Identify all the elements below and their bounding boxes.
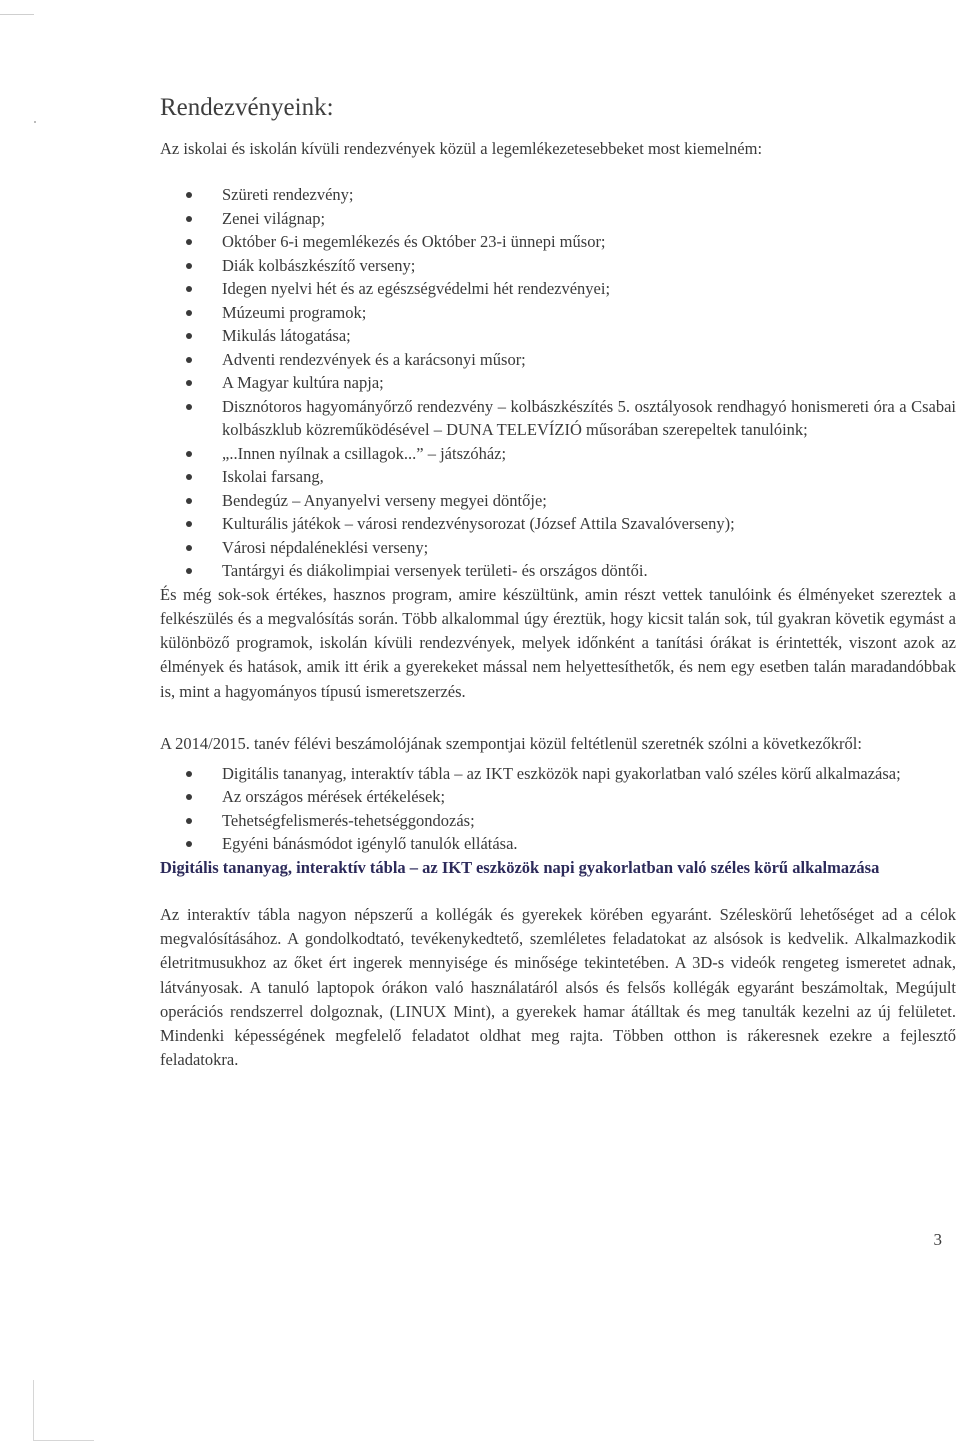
body-paragraph: Az interaktív tábla nagyon népszerű a kollégák és gyerekek körében egyaránt. Széleskörű lehetőséget ad a célok megvalósításához. A gondolkodtató, tevékenykedtető, szemléletes feladatokat az alsósok is kedvelik. Alkalmazkodik életritmusukhoz az őket ért ingerek mennyisége és minősége tekintetében. A 3D-s videók rengeteg ismeretet adnak, látványosak. A tanuló laptopok órákon való használatáról alsós és felsős kollégák egyaránt beszámoltak, Megújult operációs rendszerrel dolgoznak, (LINUX Mint), a gyerekek hamar átálltak és meg tanulták kezelni az új felületet. Mindenki képességének megfelelő feladatot oldhat meg rajta. Többen otthon is rákeresnek ezekre a fejlesztő feladatokra. — [160, 904, 956, 1070]
bullet-icon — [186, 263, 192, 269]
bullet-icon — [186, 498, 192, 504]
bullet-icon — [186, 545, 192, 551]
list-item: Az országos mérések értékelések; — [160, 785, 956, 809]
list-item: Diák kolbászkészítő verseny; — [160, 254, 956, 278]
list-item: Digitális tananyag, interaktív tábla – az IKT eszközök napi gyakorlatban való széles körű alkalmazása; — [160, 762, 956, 786]
list-item: Idegen nyelvi hét és az egészségvédelmi hét rendezvényei; — [160, 277, 956, 301]
list-item: Tantárgyi és diákolimpiai versenyek területi- és országos döntői. — [160, 559, 956, 583]
bullet-icon — [186, 568, 192, 574]
bullet-icon — [186, 474, 192, 480]
list-item: Szüreti rendezvény; — [160, 183, 956, 207]
list-item: Tehetségfelismerés-tehetséggondozás; — [160, 809, 956, 833]
bullet-icon — [186, 794, 192, 800]
scan-artifact-corner — [33, 1380, 94, 1441]
bullet-icon — [186, 286, 192, 292]
bullet-icon — [186, 216, 192, 222]
bullet-icon — [186, 239, 192, 245]
scan-artifact-top — [0, 0, 34, 15]
body-paragraph: A 2014/2015. tanév félévi beszámolójának szempontjai közül feltétlenül szeretnék szólni a következőkről: — [160, 733, 862, 753]
bullet-icon — [186, 357, 192, 363]
list-item: Zenei világnap; — [160, 207, 956, 231]
events-list — [160, 183, 956, 583]
scan-artifact-dot — [34, 121, 36, 123]
bullet-icon — [186, 451, 192, 457]
list-item: A Magyar kultúra napja; — [160, 371, 956, 395]
bullet-icon — [186, 818, 192, 824]
bullet-icon — [186, 771, 192, 777]
bullet-icon — [186, 192, 192, 198]
list-item: Egyéni bánásmódot igénylő tanulók ellátása. — [160, 832, 956, 856]
bullet-icon — [186, 380, 192, 386]
bullet-icon — [186, 333, 192, 339]
list-item: Bendegúz – Anyanyelvi verseny megyei döntője; — [160, 489, 956, 513]
list-item: Október 6-i megemlékezés és Október 23-i ünnepi műsor; — [160, 230, 956, 254]
list-item: „..Innen nyílnak a csillagok...” – játszóház; — [160, 442, 956, 466]
list-item: Városi népdaléneklési verseny; — [160, 536, 956, 560]
aspects-list — [160, 762, 956, 856]
subsection-heading: Digitális tananyag, interaktív tábla – az IKT eszközök napi gyakorlatban való széles körű alkalmazása — [160, 857, 880, 877]
page-number: 3 — [933, 1230, 942, 1249]
list-item: Disznótoros hagyományőrző rendezvény – kolbászkészítés 5. osztályosok rendhagyó honismereti óra a Csabai kolbászklub közreműködésével – DUNA TELEVÍZIÓ műsorában szerepeltek tanulóink; — [160, 395, 956, 442]
list-item: Adventi rendezvények és a karácsonyi műsor; — [160, 348, 956, 372]
list-item: Iskolai farsang, — [160, 465, 956, 489]
bullet-icon — [186, 521, 192, 527]
bullet-icon — [186, 841, 192, 847]
list-item: Múzeumi programok; — [160, 301, 956, 325]
body-paragraph: És még sok-sok értékes, hasznos program, amire készültünk, amin részt vettek tanulóink és élményeket szereztek a felkészülés és a megvalósítás során. Több alkalommal úgy éreztük, hogy kicsit talán sok, túl gyakran követik egymást a különböző programok, iskolán kívüli rendezvények, melyek időnként a tanítási órákat is érintették, viszont azok az élmények és hatások, amik itt érik a gyerekeket mással nem helyettesíthetők, és nem egy esetben talán maradandóbbak is, mint a hagyományos típusú ismeretszerzés. — [160, 584, 956, 701]
intro-text: Az iskolai és iskolán kívüli rendezvények közül a legemlékezetesebbeket most kiemelném: — [160, 139, 763, 158]
bullet-icon — [186, 404, 192, 410]
bullet-icon — [186, 310, 192, 316]
section-heading: Rendezvényeink: — [160, 94, 334, 121]
list-item: Mikulás látogatása; — [160, 324, 956, 348]
list-item: Kulturális játékok – városi rendezvénysorozat (József Attila Szavalóverseny); — [160, 512, 956, 536]
document-page — [160, 93, 956, 1072]
